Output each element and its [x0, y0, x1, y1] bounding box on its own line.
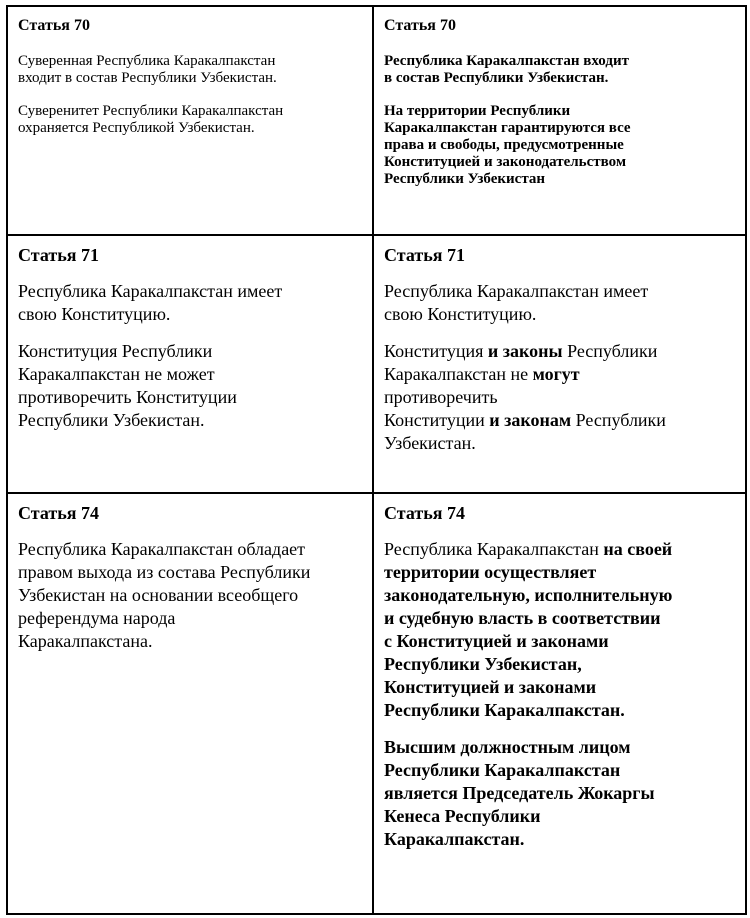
text-run-bold: могут — [532, 364, 580, 384]
article-heading: Статья 74 — [384, 503, 465, 523]
text-run: Республики Узбекистан. — [384, 410, 666, 453]
article-paragraph: Республика Каракалпакстан имеет свою Конституцию. — [384, 281, 649, 324]
article-paragraph: Суверенная Республика Каракалпакстан входит в состав Республики Узбекистан. — [18, 53, 277, 86]
text-run: Конституция — [384, 341, 488, 361]
article-paragraph: На территории Республики Каракалпакстан гарантируются все права и свободы, предусмотренные Конституцией и законодательством Республики Узбекистан — [384, 103, 631, 187]
cell-left-article-74 — [7, 493, 373, 914]
article-paragraph: Конституция Республики Каракалпакстан не может противоречить Конституции Республики Узбекистан. — [18, 341, 237, 430]
text-run: Республика Каракалпакстан — [384, 539, 604, 559]
article-heading: Статья 70 — [384, 17, 456, 34]
article-paragraph — [384, 340, 735, 455]
text-run-bold: и законы — [487, 341, 563, 361]
article-paragraph: Республика Каракалпакстан имеет свою Конституцию. — [18, 281, 283, 324]
text-run-bold: и законам — [489, 410, 572, 430]
article-heading: Статья 70 — [18, 17, 90, 34]
cell-right-article-71 — [373, 235, 746, 493]
text-run: Республики Каракалпакстан не — [384, 341, 658, 384]
article-heading: Статья 71 — [384, 245, 465, 265]
text-run-bold: на своей территории осуществляет законодательную, исполнительную и судебную власть в соответствии с Конституцией и законами Республики Узбекистан, Конституцией и законами Республики Каракалпакстан. — [384, 539, 673, 720]
cell-right-article-70 — [373, 6, 746, 235]
comparison-table — [6, 5, 747, 915]
table-row — [7, 235, 746, 493]
text-run: противоречить Конституции — [384, 387, 498, 430]
article-paragraph: Высшим должностным лицом Республики Каракалпакстан является Председатель Жокаргы Кенеса Республики Каракалпакстан. — [384, 737, 655, 849]
table-row — [7, 6, 746, 235]
article-paragraph: Республика Каракалпакстан входит в состав Республики Узбекистан. — [384, 53, 629, 86]
article-paragraph: Республика Каракалпакстан обладает правом выхода из состава Республики Узбекистан на основании всеобщего референдума народа Каракалпакстана. — [18, 539, 311, 651]
table-row — [7, 493, 746, 914]
article-heading: Статья 71 — [18, 245, 99, 265]
cell-right-article-74 — [373, 493, 746, 914]
article-paragraph: Суверенитет Республики Каракалпакстан охраняется Республикой Узбекистан. — [18, 103, 284, 136]
article-paragraph — [384, 538, 735, 722]
article-heading: Статья 74 — [18, 503, 99, 523]
cell-left-article-71 — [7, 235, 373, 493]
cell-left-article-70 — [7, 6, 373, 235]
